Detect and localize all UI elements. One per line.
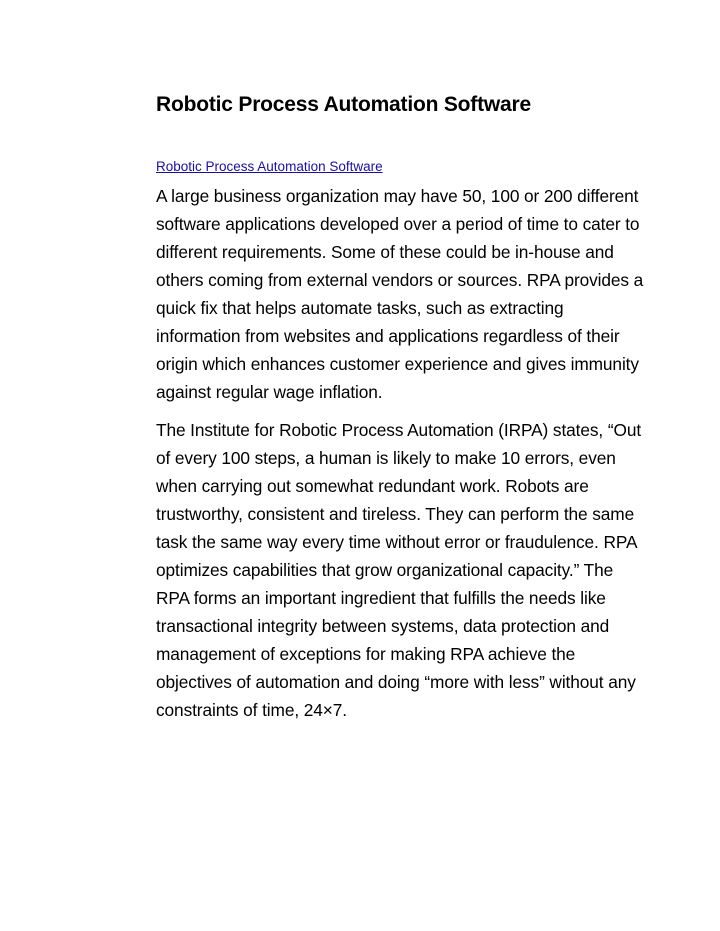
article-link[interactable]: Robotic Process Automation Software — [156, 159, 383, 174]
page-title: Robotic Process Automation Software — [156, 93, 531, 116]
document-page — [156, 88, 646, 724]
paragraph-intro: A large business organization may have 50, 100 or 200 different software applications developed over a period of time to cater to different requirements. Some of these could be in-house and others coming from external vendors or sources. RPA provides a quick fix that helps automate tasks, such as extracting information from websites and applications regardless of their origin which enhances customer experience and gives immunity against regular wage inflation. — [156, 186, 644, 402]
paragraph-irpa-quote: The Institute for Robotic Process Automation (IRPA) states, “Out of every 100 steps, a human is likely to make 10 errors, even when carrying out somewhat redundant work. Robots are trustworthy, consistent and tireless. They can perform the same task the same way every time without error or fraudulence. RPA optimizes capabilities that grow organizational capacity.” The RPA forms an important ingredient that fulfills the needs like transactional integrity between systems, data protection and management of exceptions for making RPA achieve the objectives of automation and doing “more with less” without any constraints of time, 24×7. — [156, 420, 642, 720]
